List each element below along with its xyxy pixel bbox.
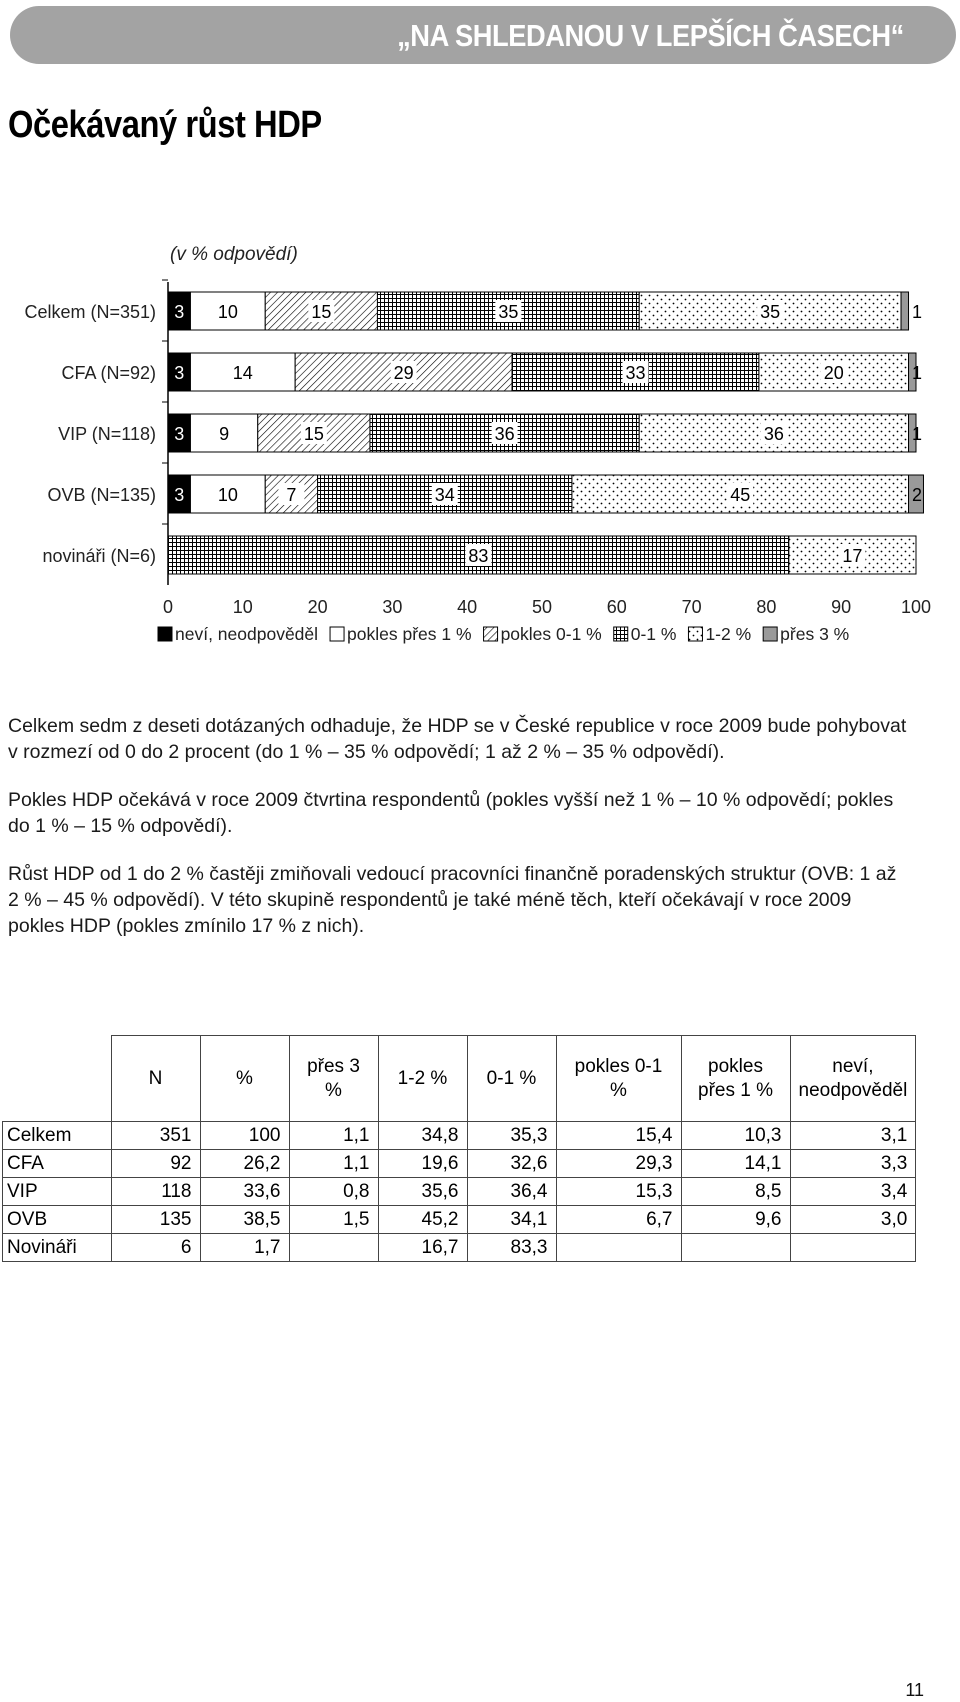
table-cell: 15,4	[556, 1122, 681, 1150]
table-cell	[289, 1234, 378, 1262]
table-corner-cell	[3, 1036, 112, 1122]
table-row	[3, 1206, 916, 1234]
col-header-dont-know: neví, neodpověděl	[790, 1036, 916, 1122]
data-label: 36	[494, 424, 515, 444]
row-label: CFA	[3, 1150, 112, 1178]
table-cell: 36,4	[467, 1178, 556, 1206]
x-tick-label: 50	[531, 597, 553, 617]
data-label: 3	[174, 302, 185, 322]
legend-label: přes 3 %	[780, 624, 850, 644]
legend-label: 1-2 %	[705, 624, 752, 644]
paragraph-2: Pokles HDP očekává v roce 2009 čtvrtina respondentů (pokles vyšší než 1 % – 10 % odpovědí; pokles do 1 % – 15 % odpovědí).	[8, 789, 894, 837]
data-label: 14	[232, 363, 253, 383]
table-cell: 6	[111, 1234, 200, 1262]
legend-swatch	[688, 627, 702, 641]
table-cell: 26,2	[200, 1150, 289, 1178]
table-row	[3, 1150, 916, 1178]
table-cell: 3,0	[790, 1206, 916, 1234]
x-tick-label: 10	[232, 597, 253, 617]
table-cell: 92	[111, 1150, 200, 1178]
page-number: 11	[905, 1680, 924, 1700]
table-cell: 100	[200, 1122, 289, 1150]
table-cell	[790, 1234, 916, 1262]
category-label: Celkem (N=351)	[24, 302, 156, 322]
data-label: 45	[730, 485, 751, 505]
table-cell: 1,5	[289, 1206, 378, 1234]
table-row	[3, 1234, 916, 1262]
x-tick-labels	[163, 597, 931, 617]
table-cell: 33,6	[200, 1178, 289, 1206]
table-cell: 3,4	[790, 1178, 916, 1206]
table-cell: 3,1	[790, 1122, 916, 1150]
data-label: 7	[286, 485, 297, 505]
data-label: 17	[842, 546, 863, 566]
legend-swatch	[484, 627, 498, 641]
data-label: 1	[911, 363, 922, 383]
table-cell: 10,3	[681, 1122, 790, 1150]
legend-swatch	[763, 627, 777, 641]
legend-label: neví, neodpověděl	[175, 624, 319, 644]
table-cell: 351	[111, 1122, 200, 1150]
data-label: 3	[174, 485, 185, 505]
data-label: 1	[911, 424, 922, 444]
page-heading: Očekávaný růst HDP	[8, 104, 322, 146]
data-label: 35	[498, 302, 519, 322]
table-cell: 9,6	[681, 1206, 790, 1234]
table-cell: 6,7	[556, 1206, 681, 1234]
legend-swatch	[330, 627, 344, 641]
data-label: 83	[468, 546, 489, 566]
x-tick-label: 100	[900, 597, 932, 617]
row-label: Celkem	[3, 1122, 112, 1150]
data-label: 33	[625, 363, 646, 383]
x-tick-label: 40	[457, 597, 478, 617]
legend-label: pokles přes 1 %	[347, 624, 472, 644]
table-cell: 1,7	[200, 1234, 289, 1262]
data-label: 35	[760, 302, 781, 322]
data-label: 3	[174, 363, 185, 383]
table-cell: 14,1	[681, 1150, 790, 1178]
table-cell: 0,8	[289, 1178, 378, 1206]
data-label: 15	[311, 302, 332, 322]
chart-legend	[158, 624, 849, 644]
legend-label: pokles 0-1 %	[500, 624, 602, 644]
row-label: VIP	[3, 1178, 112, 1206]
table-cell: 135	[111, 1206, 200, 1234]
stacked-bar-chart	[0, 230, 960, 670]
table-cell: 29,3	[556, 1150, 681, 1178]
table-cell: 3,3	[790, 1150, 916, 1178]
table-cell: 35,3	[467, 1122, 556, 1150]
legend-label: 0-1 %	[630, 624, 677, 644]
table-cell: 1,1	[289, 1122, 378, 1150]
x-tick-label: 20	[307, 597, 328, 617]
body-text	[8, 713, 908, 961]
data-label: 10	[217, 485, 238, 505]
paragraph-3: Růst HDP od 1 do 2 % častěji zmiňovali vedoucí pracovníci finančně poradenských struktur (OVB: 1 až 2 % – 45 % odpovědí). V této skupině respondentů je také méně těch, kteří očekávají v roce 2009 pokles HDP (pokles zmínilo 17 % z nich).	[8, 863, 897, 937]
table-cell: 15,3	[556, 1178, 681, 1206]
data-label: 29	[393, 363, 414, 383]
header-title: „NA SHLEDANOU V LEPŠÍCH ČASECH“	[397, 18, 904, 53]
data-label: 1	[911, 302, 922, 322]
col-header-decline-0-1: pokles 0-1 %	[556, 1036, 681, 1122]
bar-segment	[901, 292, 908, 330]
table-cell: 32,6	[467, 1150, 556, 1178]
table-row	[3, 1122, 916, 1150]
data-label: 36	[763, 424, 784, 444]
table-cell: 83,3	[467, 1234, 556, 1262]
col-header-1-2: 1-2 %	[378, 1036, 467, 1122]
table-cell	[556, 1234, 681, 1262]
x-tick-label: 70	[681, 597, 702, 617]
table-row	[3, 1178, 916, 1206]
x-tick-label: 30	[382, 597, 403, 617]
col-header-0-1: 0-1 %	[467, 1036, 556, 1122]
table-cell	[681, 1234, 790, 1262]
x-tick-label: 0	[162, 597, 174, 617]
table-cell: 118	[111, 1178, 200, 1206]
x-tick-label: 90	[831, 597, 852, 617]
category-label: novináři (N=6)	[42, 546, 156, 566]
table-cell: 16,7	[378, 1234, 467, 1262]
data-label: 15	[303, 424, 324, 444]
chart-container	[0, 230, 960, 670]
table-cell: 38,5	[200, 1206, 289, 1234]
data-label: 10	[217, 302, 238, 322]
x-tick-label: 80	[756, 597, 777, 617]
table-cell: 45,2	[378, 1206, 467, 1234]
chart-bars	[166, 292, 935, 574]
header-banner	[10, 6, 956, 64]
category-label: CFA (N=92)	[61, 363, 156, 383]
paragraph-1: Celkem sedm z deseti dotázaných odhaduje, že HDP se v České republice v roce 2009 bude pohybovat v rozmezí od 0 do 2 procent (do 1 % – 35 % odpovědí; 1 až 2 % – 35 % odpovědí).	[8, 715, 907, 763]
chart-subtitle: (v % odpovědí)	[170, 244, 298, 265]
chart-axes	[162, 280, 168, 585]
col-header-decline-over1: pokles přes 1 %	[681, 1036, 790, 1122]
table-cell: 35,6	[378, 1178, 467, 1206]
table-cell: 19,6	[378, 1150, 467, 1178]
data-label: 3	[174, 424, 185, 444]
x-tick-label: 60	[606, 597, 627, 617]
data-label: 9	[219, 424, 230, 444]
table-cell: 1,1	[289, 1150, 378, 1178]
col-header-n: N	[111, 1036, 200, 1122]
row-label: OVB	[3, 1206, 112, 1234]
legend-swatch	[158, 627, 172, 641]
category-label: OVB (N=135)	[47, 485, 156, 505]
row-label: Novináři	[3, 1234, 112, 1262]
category-labels	[24, 302, 156, 566]
results-table	[2, 1035, 916, 1262]
table-cell: 8,5	[681, 1178, 790, 1206]
data-label: 34	[434, 485, 455, 505]
data-label: 20	[823, 363, 844, 383]
table-cell: 34,1	[467, 1206, 556, 1234]
col-header-over3: přes 3 %	[289, 1036, 378, 1122]
table-header-row	[3, 1036, 916, 1122]
legend-swatch	[614, 627, 628, 641]
category-label: VIP (N=118)	[58, 424, 156, 444]
data-label: 2	[911, 485, 922, 505]
col-header-percent: %	[200, 1036, 289, 1122]
table-cell: 34,8	[378, 1122, 467, 1150]
